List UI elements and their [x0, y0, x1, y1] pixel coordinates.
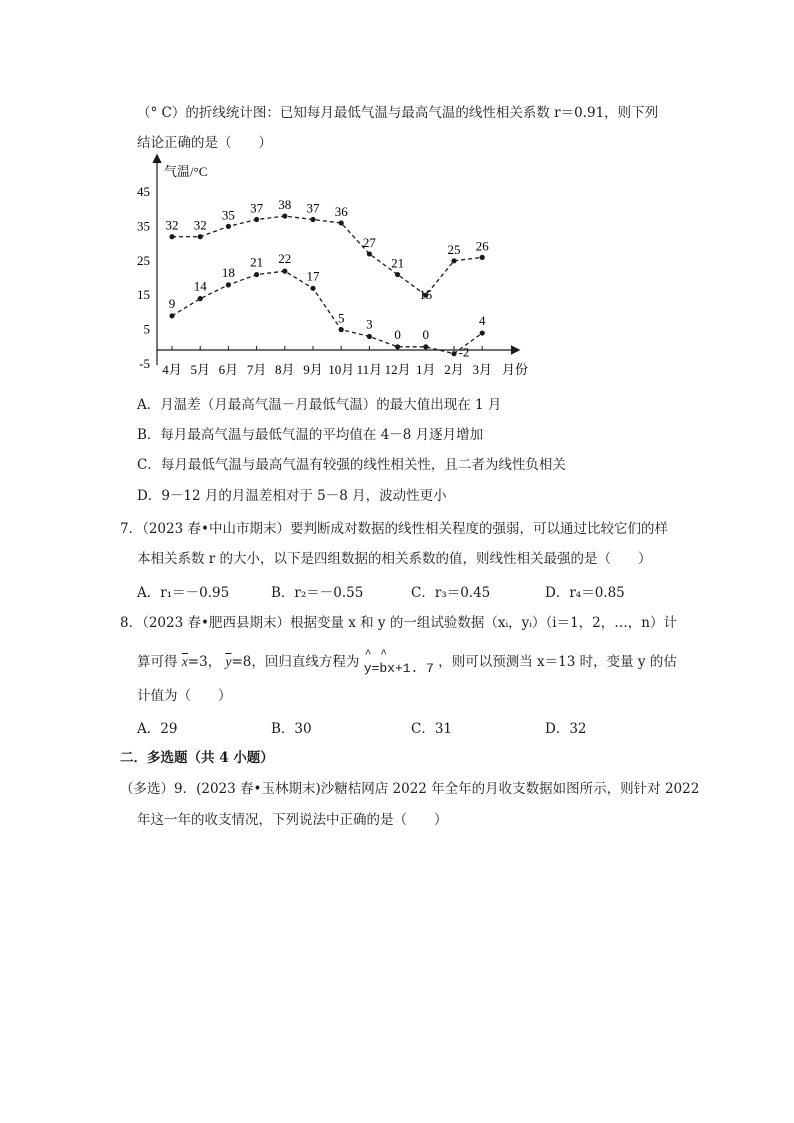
y-tick-label: 5: [143, 321, 150, 337]
low-temp-data-label: -2: [458, 344, 470, 360]
low-temp-data-label: 0: [422, 326, 430, 342]
low-temp-point: [169, 313, 174, 318]
x-tick-label: 9月: [303, 362, 323, 377]
y-tick-label: 35: [137, 218, 150, 234]
x-mean: $\overline{x}$: [181, 654, 188, 669]
low-temp-data-label: 0: [394, 326, 401, 342]
high-temp-data-label: 25: [447, 241, 461, 257]
high-temp-point: [339, 220, 344, 225]
high-temp-data-label: 35: [221, 207, 235, 223]
regression-equation: [364, 661, 434, 676]
q6-option-b[interactable]: B．每月最高气温与最低气温的平均值在 4－8 月逐月增加: [137, 427, 484, 443]
low-temp-data-label: 17: [306, 268, 320, 284]
x-tick-label: 4月: [162, 362, 182, 377]
low-temp-point: [367, 334, 372, 339]
q9-stem-line1: （多选）9．(2023 春•玉林期末)沙糖桔网店 2022 年全年的月收支数据如图所示，则针对 2022: [120, 781, 700, 797]
low-temp-series-line: [172, 271, 482, 354]
q6-stem-line2: 结论正确的是（ ）: [137, 135, 272, 151]
high-temp-data-label: 27: [362, 234, 376, 250]
x-tick-label: 1月: [416, 362, 436, 377]
low-temp-point: [282, 269, 287, 274]
high-temp-point: [226, 224, 231, 229]
q7-option-a[interactable]: A．r₁＝－0.95: [137, 585, 230, 601]
y-mean: $\overline{y}$: [225, 654, 232, 669]
high-temp-data-label: 32: [165, 217, 179, 233]
high-temp-data-label: 15: [419, 287, 433, 303]
x-tick-label: 5月: [190, 362, 210, 377]
x-tick-label: 10月: [328, 362, 355, 377]
high-temp-point: [451, 258, 456, 263]
q8-text-c: =8，回归直线方程为: [231, 654, 360, 670]
high-temp-data-label: 26: [475, 238, 489, 254]
low-temp-data-label: 22: [278, 251, 292, 267]
q9-stem-line2: 年这一年的收支情况，下列说法中正确的是（ ）: [137, 812, 448, 828]
x-tick-label: 11月: [356, 362, 383, 377]
low-temp-point: [198, 296, 203, 301]
high-temp-data-label: 21: [391, 255, 405, 271]
y-tick-label: -5: [139, 356, 150, 371]
q6-option-d[interactable]: D．9－12 月的月温差相对于 5－8 月，波动性更小: [137, 488, 447, 504]
low-temp-point: [226, 282, 231, 287]
temperature-line-chart: [0, 150, 794, 380]
low-temp-data-label: 4: [478, 313, 486, 329]
high-temp-point: [282, 213, 287, 218]
x-tick-label: 2月: [444, 362, 464, 377]
q8-option-a[interactable]: A．29: [137, 721, 178, 737]
high-temp-point: [169, 234, 174, 239]
low-temp-point: [480, 330, 485, 335]
q8-text-a: 算可得: [137, 654, 178, 670]
high-temp-point: [254, 217, 259, 222]
low-temp-point: [423, 344, 428, 349]
x-axis-label: 月份: [502, 362, 529, 377]
low-temp-data-label: 9: [168, 295, 176, 311]
q8-stem-line1: 8．（2023 春•肥西县期末）根据变量 x 和 y 的一组试验数据（xᵢ，yᵢ）（i＝1，2，…，n）计: [120, 615, 677, 631]
high-temp-point: [480, 255, 485, 260]
x-tick-label: 8月: [275, 362, 295, 377]
high-temp-data-label: 38: [278, 197, 292, 213]
high-temp-point: [198, 234, 203, 239]
q8-stem-line3: 计值为（ ）: [137, 688, 232, 704]
high-temp-data-label: 32: [193, 217, 207, 233]
low-temp-point: [339, 327, 344, 332]
low-temp-data-label: 18: [221, 264, 235, 280]
high-temp-point: [367, 251, 372, 256]
low-temp-data-label: 3: [366, 316, 373, 332]
x-tick-label: 3月: [472, 362, 492, 377]
high-temp-data-label: 36: [334, 203, 348, 219]
low-temp-data-label: 5: [337, 310, 345, 326]
q6-stem-line1: （° C）的折线统计图：已知每月最低气温与最高气温的线性相关系数 r＝0.91，则下列: [137, 105, 659, 121]
q6-option-a[interactable]: A．月温差（月最高气温－月最低气温）的最大值出现在 1 月: [137, 397, 502, 413]
q7-option-b[interactable]: B．r₂＝－0.55: [271, 585, 364, 601]
eq-rest: x+1. 7: [387, 661, 434, 676]
section-title-multiple-choice: 二．多选题（共 4 小题）: [120, 750, 274, 766]
q8-option-d[interactable]: D．32: [545, 721, 587, 737]
high-temp-data-label: 37: [306, 200, 320, 216]
equals-sign: =: [371, 661, 380, 676]
high-temp-point: [395, 272, 400, 277]
high-temp-point: [310, 217, 315, 222]
q8-text-b: =3，: [187, 654, 222, 670]
q7-stem-line2: 本相关系数 r 的大小，以下是四组数据的相关系数的值，则线性相关最强的是（ ）: [137, 551, 652, 567]
low-temp-data-label: 14: [193, 278, 207, 294]
q8-stem-line2: [137, 652, 677, 676]
b-hat: ^ b: [379, 659, 387, 679]
low-temp-point: [254, 272, 259, 277]
y-tick-label: 45: [137, 184, 150, 199]
x-tick-label: 6月: [218, 362, 239, 377]
low-temp-point: [310, 286, 315, 291]
high-temp-data-label: 37: [250, 200, 264, 216]
q7-stem-line1: 7．（2023 春•中山市期末）要判断成对数据的线性相关程度的强弱，可以通过比较它们的样: [120, 521, 668, 537]
y-tick-label: 15: [137, 287, 150, 303]
q6-option-c[interactable]: C．每月最低气温与最高气温有较强的线性相关性，且二者为线性负相关: [137, 457, 566, 473]
low-temp-point: [451, 351, 456, 356]
low-temp-point: [395, 344, 400, 349]
x-tick-label: 12月: [384, 362, 411, 377]
y-axis-label: 气温/°C: [164, 164, 208, 179]
q7-option-d[interactable]: D．r₄＝0.85: [545, 585, 625, 601]
q8-option-c[interactable]: C．31: [411, 721, 453, 737]
q8-text-d: ，则可以预测当 x＝13 时，变量 y 的估: [438, 654, 677, 670]
low-temp-data-label: 21: [250, 254, 264, 270]
q8-option-b[interactable]: B．30: [271, 721, 312, 737]
y-tick-label: 25: [137, 252, 150, 268]
y-hat: ^ y: [364, 659, 372, 679]
x-tick-label: 7月: [246, 362, 267, 377]
high-temp-series-line: [172, 216, 482, 295]
q7-option-c[interactable]: C．r₃＝0.45: [411, 585, 491, 601]
